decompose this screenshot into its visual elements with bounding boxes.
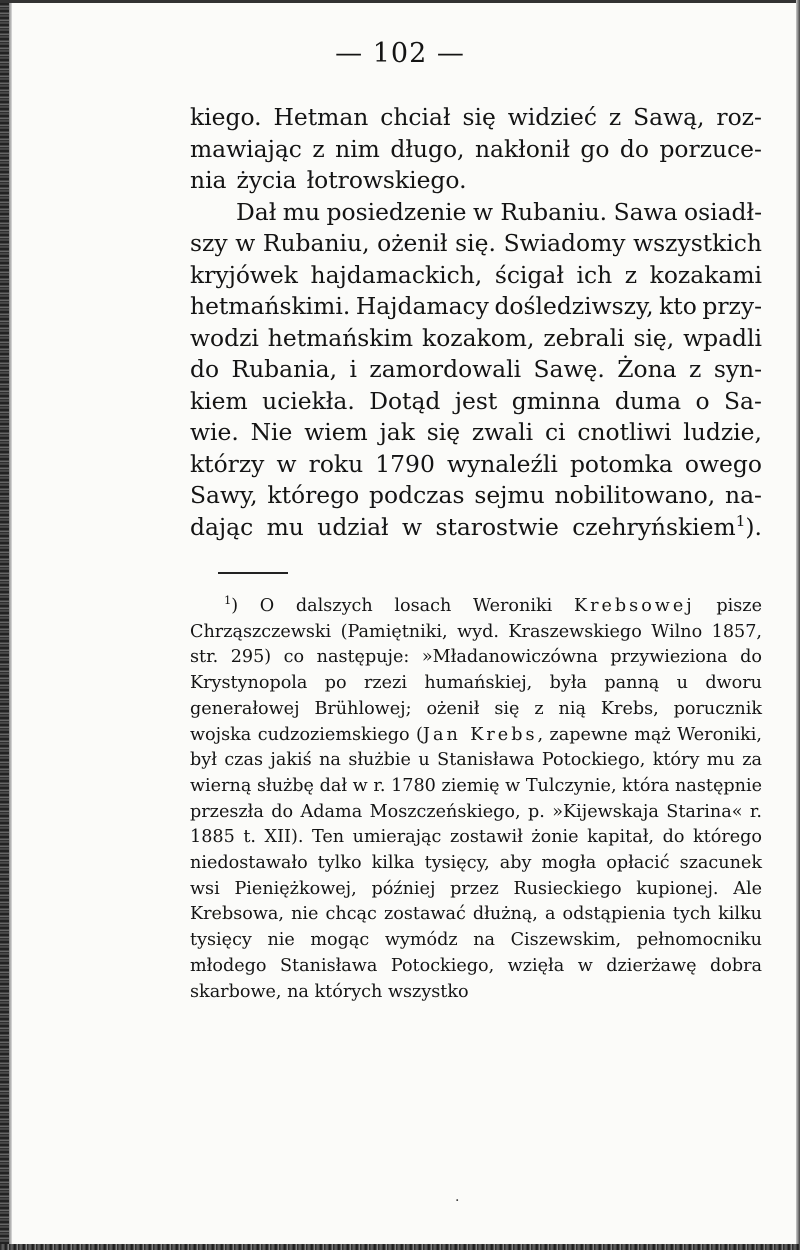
text-word: chciał: [380, 103, 451, 131]
text-word: cnotliwi: [577, 418, 672, 446]
text-line: [190, 228, 762, 260]
text-word: podczas: [369, 481, 465, 509]
text-line: [190, 260, 762, 292]
text-word: osiadł-: [684, 197, 762, 226]
page-edge-right: [796, 0, 800, 1250]
text-word: ożenił: [377, 229, 448, 257]
text-word: jak: [379, 418, 415, 446]
text-word: doślеdziwszy,: [494, 292, 654, 320]
text-word: o: [695, 386, 710, 415]
text-word: czehryńskiem$^1$).: [572, 511, 762, 541]
text-line: [190, 449, 762, 481]
text-word: hajdamackich,: [310, 260, 483, 289]
text-word: Hetman: [273, 103, 369, 131]
text-word: potomka: [569, 449, 673, 478]
text-word: roz-: [716, 103, 762, 131]
page-number: — 102 —: [335, 38, 465, 69]
text-word: przy-: [702, 292, 762, 320]
text-line: [190, 134, 762, 166]
page-edge-left: [0, 0, 9, 1250]
text-word: go: [580, 134, 610, 163]
text-word: nakłonił: [474, 134, 570, 163]
text-word: i: [349, 355, 357, 383]
text-word: udział: [317, 512, 389, 541]
footnote-text-part2: , zapewne mąż Weroniki, był czas jakiś na służbie u Stanisława Potockiego, który mu za wierną służbę dał w r. 1780 ziemię w Tulczynie, która następnie przeszła do Adama Moszczeńskiego, p. »Kijewskaja Starina« r. 1885 t. XII). Ten umierając zostawił żonie kapitał, do którego niedostawało tylko kilka tysięcy, aby mogła opłacić szacunek wsi Pieniężkowej, później przez Rusieckiego kupionej. Ale Krebsowa, nie chcąc zostawać dłużną, a odstąpienia tych kilku tysięcy nie mogąc wymódz na Ciszewskim, pełnomocniku młodego Stanisława Potockiego, wzięła w dzierżawę dobra skarbowe, na których wszystko: [190, 724, 762, 1002]
text-word: ścigał: [494, 260, 564, 289]
text-word: zamordowali: [369, 355, 522, 383]
footnote-separator: [218, 572, 288, 574]
text-word: z: [608, 103, 622, 131]
text-word: Dotąd: [369, 386, 441, 415]
text-word: wodzi: [190, 323, 259, 352]
text-word: mawiając: [190, 134, 302, 163]
text-line: [190, 512, 762, 544]
text-word: do: [619, 134, 649, 163]
text-word: owego: [684, 449, 762, 478]
text-line: [190, 417, 762, 449]
text-word: Żona: [617, 355, 677, 383]
text-line: [190, 480, 762, 512]
text-word: nobilitowano,: [554, 481, 716, 509]
text-word: roku: [308, 449, 364, 478]
text-word: wynaleźli: [446, 449, 558, 478]
text-word: 1790: [375, 449, 435, 478]
text-word: nia: [190, 166, 227, 194]
text-word: Nie: [250, 418, 293, 446]
text-word: hetmańskimi.: [190, 292, 351, 320]
text-word: którego: [267, 481, 360, 509]
page-edge-bottom: [0, 1244, 800, 1250]
text-line: [190, 386, 762, 418]
text-line: [190, 197, 762, 229]
text-word: gminna: [511, 386, 601, 415]
page-edge-top: [0, 0, 800, 3]
text-word: jest: [454, 386, 498, 415]
text-word: wiem: [304, 418, 368, 446]
text-word: ci: [544, 418, 566, 446]
text-word: wpadli: [683, 323, 762, 352]
text-word: Rubania,: [231, 355, 338, 383]
text-word: Sa-: [724, 386, 762, 415]
text-word: kozakom,: [422, 323, 535, 352]
text-word: długo,: [390, 134, 465, 163]
text-word: Sawę.: [533, 355, 605, 383]
text-word: z: [624, 260, 638, 289]
text-word: Sawy,: [190, 481, 258, 509]
text-word: Hajdamacy: [355, 292, 489, 320]
text-word: mu: [282, 197, 321, 226]
main-text: [190, 102, 762, 543]
text-word: zwali: [471, 418, 534, 446]
text-word: z: [312, 134, 325, 163]
text-word: Swiadomy: [503, 229, 626, 257]
text-word: z: [689, 355, 702, 383]
text-word: kiem: [190, 386, 248, 415]
text-word: się: [462, 103, 496, 131]
text-word: dając: [190, 512, 254, 541]
text-line: [190, 323, 762, 355]
text-word: posiedzenie: [326, 197, 467, 226]
text-line: [190, 354, 762, 386]
text-word: łotrowskiego.: [306, 166, 467, 194]
text-word: hetmańskim: [267, 323, 414, 352]
text-word: w Rubaniu.: [472, 197, 608, 226]
text-line: [190, 102, 762, 134]
footnote-name-krebsowa: Krebsowej: [573, 596, 695, 616]
text-word: kryjówek: [190, 260, 298, 289]
text-word: Dał: [236, 197, 277, 226]
text-word: kozakami: [649, 260, 762, 289]
text-word: ludzie,: [683, 418, 762, 446]
text-word: nim: [335, 134, 380, 163]
text-line: [190, 165, 762, 197]
text-word: sejmu: [474, 481, 545, 509]
text-word: do: [190, 355, 220, 383]
text-word: porzuce-: [659, 134, 762, 163]
text-word: widzieć: [507, 103, 597, 131]
text-word: mu: [266, 512, 304, 541]
text-word: kiego.: [190, 103, 262, 131]
text-word: wie.: [190, 418, 239, 446]
text-word: starostwie: [435, 512, 559, 541]
text-word: się,: [633, 323, 675, 352]
text-word: na-: [725, 481, 762, 509]
text-word: Sawą,: [633, 103, 705, 131]
text-word: szy: [190, 229, 228, 257]
text-word: Rubaniu,: [262, 229, 370, 257]
text-word: kto: [659, 292, 697, 320]
text-word: ich: [576, 260, 613, 289]
text-word: Sawa: [613, 197, 678, 226]
text-word: się.: [455, 229, 496, 257]
text-word: którzy: [190, 449, 265, 478]
text-word: syn-: [713, 355, 762, 383]
text-word: w: [235, 229, 256, 257]
text-word: wszystkich: [633, 229, 762, 257]
text-line: [190, 291, 762, 323]
text-word: w: [402, 512, 423, 541]
text-word: życia: [236, 166, 297, 194]
text-word: uciekła.: [262, 386, 355, 415]
text-word: duma: [614, 386, 682, 415]
footnote-intro: ) O dalszych losach Weroniki: [231, 596, 574, 616]
footnote: [190, 594, 762, 1005]
text-word: w: [276, 449, 297, 478]
text-word: zebrali: [543, 323, 625, 352]
body-footnote-ref: 1: [735, 511, 746, 530]
page-edge-shadow: [9, 0, 12, 1250]
body-closing: ).: [745, 512, 762, 541]
footnote-text-part1: pisze Chrząszczewski (Pamiętniki, wyd. Kraszewskiego Wilno 1857, str. 295) co następuje: »Młаdanowiczówna przywieziona do Krystynopola po rzezi humańskiej, była panną u dworu generałowej Brühlowej; ożenił się z nią Krebs, porucznik wojska cudzoziemskiego (: [190, 596, 762, 745]
footnote-name-jan-krebs: Jan Krebs: [422, 724, 538, 745]
footnote-marker: 1: [224, 593, 232, 608]
scan-speck: ·: [455, 1193, 460, 1209]
text-word: się: [426, 418, 461, 446]
